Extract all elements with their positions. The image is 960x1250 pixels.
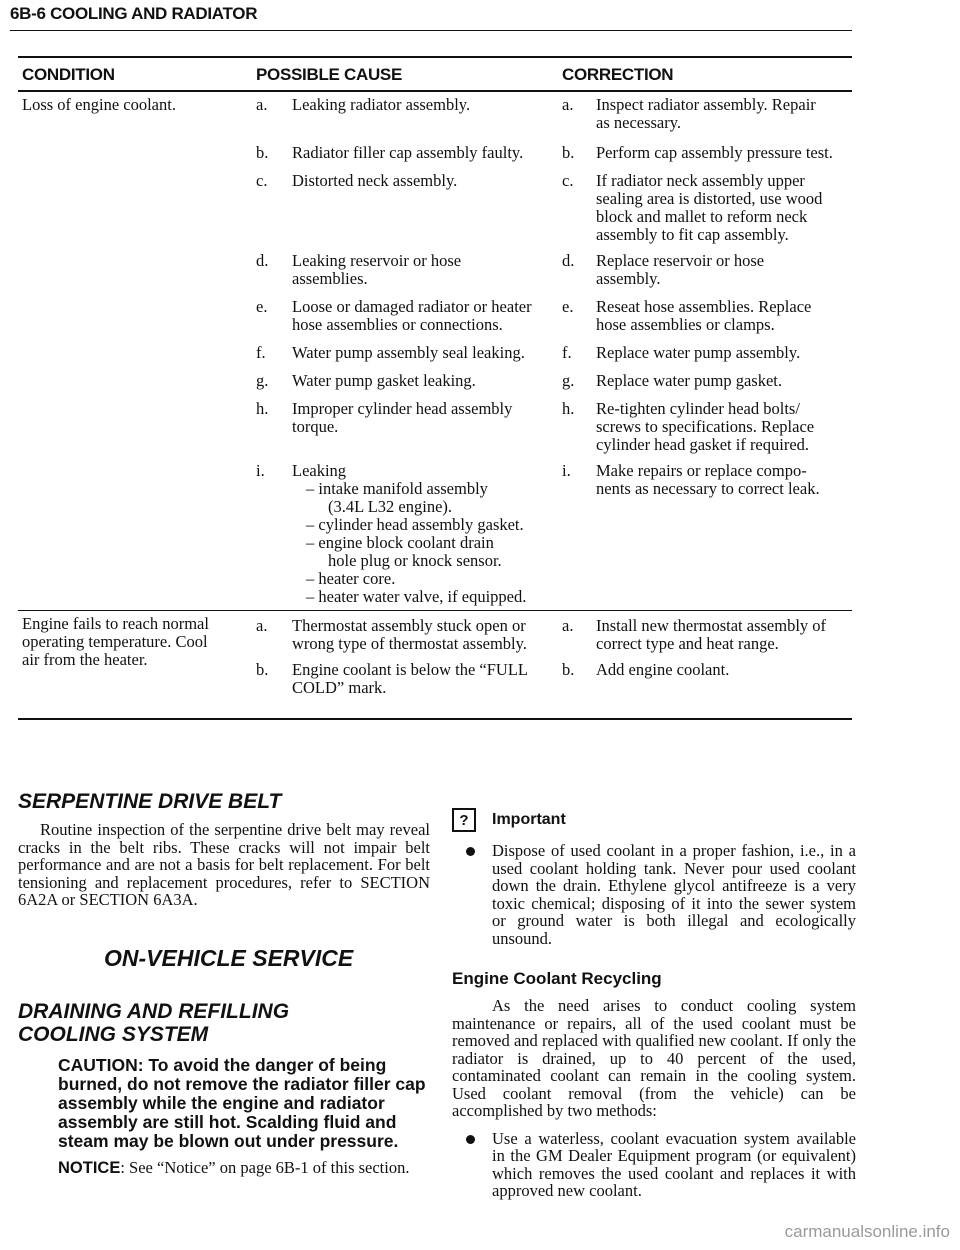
correction-line: correct type and heat range. [596,634,779,653]
header-correction: CORRECTION [562,65,674,84]
cause-line: Water pump gasket leaking. [292,371,476,390]
cause-text [292,172,562,190]
correction-line: Inspect radiator assembly. Repair [596,95,816,114]
cause-line: Leaking radiator assembly. [292,95,471,114]
left-column [18,790,430,1177]
cause-text [292,372,562,390]
correction-text [596,344,854,362]
correction-line: sealing area is distorted, use wood [596,189,823,208]
condition-line: operating temperature. Cool [22,632,208,651]
draining-title: DRAINING AND REFILLING COOLING SYSTEM [18,999,290,1046]
correction-letter: a. [562,616,574,635]
cause-text [292,400,562,436]
correction-line: Reseat hose assemblies. Replace [596,297,812,316]
right-column [452,808,856,1200]
onvehicle-title: ON-VEHICLE SERVICE [104,944,354,971]
cause-letter: a. [256,616,268,635]
table-row [18,92,852,610]
correction-letter: f. [562,343,572,362]
correction-letter: g. [562,371,575,390]
correction-line: hose assemblies or clamps. [596,315,775,334]
bullet-icon [466,1135,475,1144]
cause-letter: d. [256,251,269,270]
important-bullet [452,842,856,947]
cause-line: torque. [292,417,339,436]
cause-letter: b. [256,660,269,679]
correction-line: Install new thermostat assembly of [596,616,827,635]
important-header [452,808,856,836]
cause-line: Engine coolant is below the “FULL [292,660,528,679]
correction-text [596,617,854,653]
serpentine-paragraph: Routine inspection of the serpentine drive belt may reveal cracks in the belt ribs. These cracks will not impair belt performance and are not a basis for belt replacement. For belt tensioning and replacement procedures, refer to SECTION 6A2A or SECTION 6A3A. [18,820,430,909]
cause-line: Distorted neck assembly. [292,171,458,190]
condition-cell [22,615,237,669]
cause-letter: b. [256,143,269,162]
correction-line: Make repairs or replace compo- [596,461,807,480]
cause-line: COLD” mark. [292,678,387,697]
notice-label: NOTICE [58,1158,121,1177]
cause-text [292,344,562,362]
correction-text [596,252,854,288]
cause-line: Thermostat assembly stuck open or [292,616,526,635]
correction-line: Replace water pump gasket. [596,371,783,390]
recycling-paragraph: As the need arises to conduct cooling system maintenance or repairs, all of the used coolant must be removed and replaced with qualified new coolant. If only the radiator is drained, up to 40 percent of the used, contaminated coolant can remain in the cooling system. Used coolant removal (from the vehicle) can be accomplished by two methods: [452,996,856,1120]
cause-line: – engine block coolant drain [306,533,494,552]
cause-line: Improper cylinder head assembly [292,399,513,418]
condition-line: Engine fails to reach normal [22,614,209,633]
recycling-title: Engine Coolant Recycling [452,969,662,988]
correction-text [596,372,854,390]
cause-line: – heater water valve, if equipped. [306,587,527,606]
cause-text [292,617,562,653]
correction-text [596,172,854,244]
correction-letter: h. [562,399,575,418]
correction-line: Replace reservoir or hose [596,251,765,270]
header-condition: CONDITION [22,65,115,84]
correction-text [596,96,854,132]
notice-text: : See “Notice” on page 6B-1 of this section. [120,1157,410,1177]
cause-line: assemblies. [292,269,368,288]
cause-line: hole plug or knock sensor. [328,551,502,570]
important-icon: ? [452,808,476,832]
correction-letter: d. [562,251,575,270]
table-row [18,611,852,711]
correction-text [596,144,854,162]
header-cause: POSSIBLE CAUSE [256,65,402,84]
correction-text [596,298,854,334]
correction-line: Add engine coolant. [596,660,730,679]
cause-line: hose assemblies or connections. [292,315,503,334]
cause-text [292,298,562,334]
cause-text [292,96,562,114]
correction-line: Replace water pump assembly. [596,343,801,362]
cause-letter: c. [256,171,268,190]
page-header: 6B-6 COOLING AND RADIATOR [10,4,258,23]
cause-line: – heater core. [306,569,396,588]
cause-letter: i. [256,461,265,480]
correction-line: assembly to fit cap assembly. [596,225,789,244]
correction-line: as necessary. [596,113,682,132]
cause-text [292,661,562,697]
cause-letter: f. [256,343,266,362]
caution-text: CAUTION: To avoid the danger of being burned, do not remove the radiator filler cap assembly while the engine and radiator assembly are still hot. Scalding fluid and steam may be blown out under pressure. [58,1054,426,1151]
bullet-icon [466,847,475,856]
cause-line: Leaking reservoir or hose [292,251,462,270]
condition-cell: Loss of engine coolant. [22,95,176,114]
recycling-bullet [452,1130,856,1200]
correction-line: cylinder head gasket if required. [596,435,810,454]
correction-letter: a. [562,95,574,114]
recycling-bullet-text: Use a waterless, coolant evacuation system available in the GM Dealer Equipment program (or equivalent) which removes the used coolant and replaces it with approved new coolant. [492,1128,856,1200]
important-bullet-text: Dispose of used coolant in a proper fashion, i.e., in a used coolant holding tank. Never pour used coolant down the drain. Ethylene glycol antifreeze is a very toxic chemical; disposing of it into the sewer system or ground water is both illegal and ecologically unsound. [492,841,856,948]
cause-line: Water pump assembly seal leaking. [292,343,525,362]
cause-line: Loose or damaged radiator or heater [292,297,532,316]
cause-text [292,462,562,606]
correction-letter: c. [562,171,574,190]
cause-line: wrong type of thermostat assembly. [292,634,527,653]
cause-text [292,252,562,288]
cause-line: (3.4L L32 engine). [328,497,453,516]
header-rule [10,30,852,31]
correction-text [596,400,854,454]
notice-paragraph [58,1159,430,1178]
correction-line: nents as necessary to correct leak. [596,479,820,498]
cause-line: – intake manifold assembly [306,479,488,498]
cause-letter: e. [256,297,268,316]
cause-letter: g. [256,371,269,390]
correction-letter: b. [562,143,575,162]
correction-letter: i. [562,461,571,480]
cause-letter: h. [256,399,269,418]
correction-line: Perform cap assembly pressure test. [596,143,833,162]
correction-text [596,462,854,498]
important-label: Important [492,811,566,828]
correction-line: block and mallet to reform neck [596,207,808,226]
cause-line: Radiator filler cap assembly faulty. [292,143,524,162]
cause-letter: a. [256,95,268,114]
correction-line: Re-tighten cylinder head bolts/ [596,399,800,418]
correction-line: assembly. [596,269,661,288]
serpentine-title: SERPENTINE DRIVE BELT [18,790,282,813]
correction-text [596,661,854,679]
cause-line: – cylinder head assembly gasket. [306,515,524,534]
correction-line: screws to specifications. Replace [596,417,815,436]
diagnosis-table [18,56,852,711]
correction-letter: b. [562,660,575,679]
cause-line: Leaking [292,461,347,480]
correction-line: If radiator neck assembly upper [596,171,805,190]
cause-text [292,144,562,162]
condition-line: air from the heater. [22,650,148,669]
watermark: carmanualsonline.info [784,1222,950,1241]
table-end-rule [18,718,852,720]
correction-letter: e. [562,297,574,316]
table-header [18,56,852,92]
